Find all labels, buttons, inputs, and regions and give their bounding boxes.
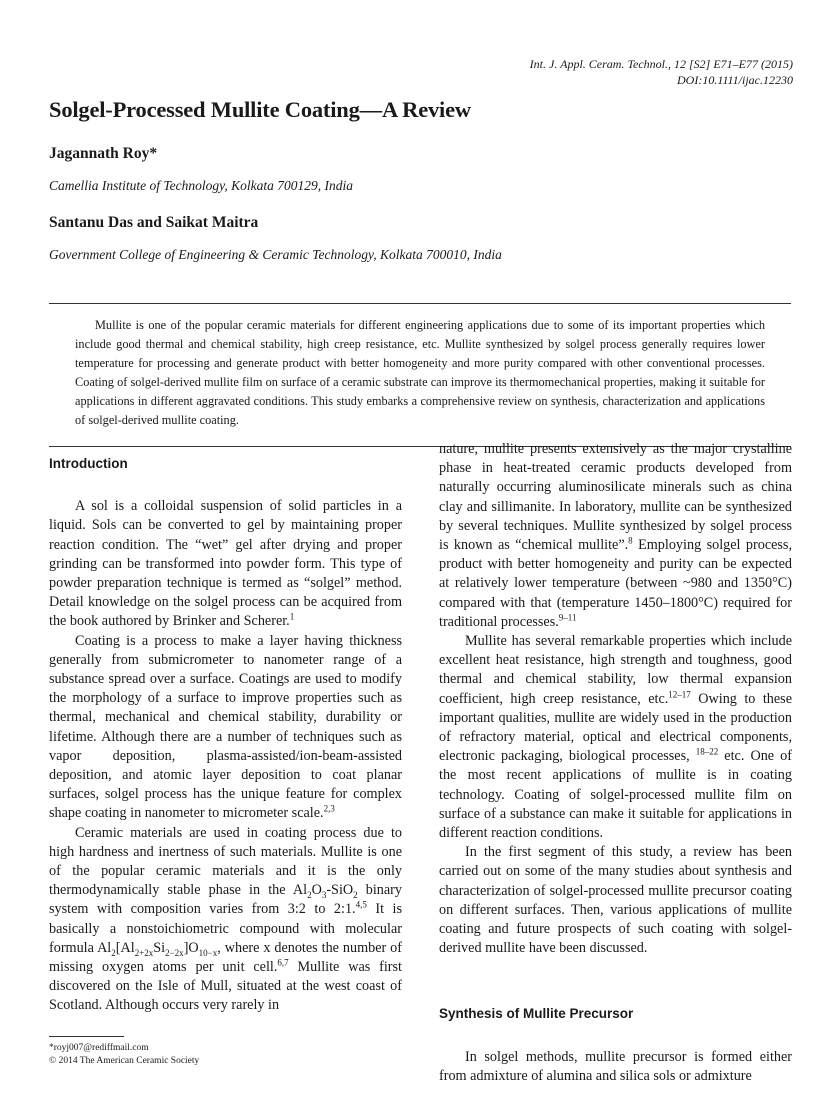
footnote xyxy=(49,1042,199,1068)
paragraph: In the first segment of this study, a review has been carried out on some of the many studies about synthesis and characterization of solgel-processed mullite precursor coating on different surfaces. Then, various applications of mullite coating and future prospects of such coating with solgel-derived mullite have been discussed. xyxy=(439,844,792,957)
affiliation-2: Government College of Engineering & Ceramic Technology, Kolkata 700010, India xyxy=(49,247,502,262)
doi[interactable]: DOI:10.1111/ijac.12230 xyxy=(677,73,793,87)
citation-ref[interactable]: 12–17 xyxy=(668,688,691,699)
abstract xyxy=(49,316,791,429)
citation-ref[interactable]: 2,3 xyxy=(323,803,335,814)
corresponding-email[interactable]: *royj007@rediffmail.com xyxy=(49,1043,149,1053)
paragraph: In solgel methods, mullite precursor is formed either from admixture of alumina and silica sols or admixture xyxy=(439,1048,792,1084)
author-line-2: Santanu Das and Saikat Maitra xyxy=(49,214,259,231)
affiliation-1: Camellia Institute of Technology, Kolkata 700129, India xyxy=(49,178,353,193)
paragraph: Coating is a process to make a layer having thickness generally from submicrometer to nanometer range of a substance spread over a surface. Coatings are used to modify the morphology of a surface to improve properties such as thermal, mechanical and chemical stability, durability or lifetime. Although there are a number of techniques such as vapor deposition, plasma-assisted/ion-beam-assisted deposition, and atomic layer deposition to coat planar surfaces, solgel process has the unique feature for complex shape coating in nanometer to micrometer scale.$^{2,3}$ xyxy=(49,632,402,822)
citation-ref[interactable]: 4,5 xyxy=(355,899,367,910)
left-column xyxy=(49,449,402,1016)
citation-ref[interactable]: 9–11 xyxy=(558,612,577,623)
paragraph: Mullite has several remarkable properties which include excellent heat resistance, high strength and toughness, good thermal and chemical stability, low thermal expansion coefficient, high creep resistance, etc.$^{12-17}$ Owing to these important qualities, mullite are widely used in the production of refractory material, optical and electrical components, electronic packaging, biological processes, $^{18-22}$ etc. One of the most recent applications of mullite is in coating technology. Coating of solgel-processed mullite film on surface of a substance can make it suitable for applications in different reaction conditions. xyxy=(439,633,792,842)
section-heading-introduction: Introduction xyxy=(49,456,128,471)
right-column xyxy=(439,440,792,1086)
copyright: © 2014 The American Ceramic Society xyxy=(49,1056,200,1066)
abstract-text: Mullite is one of the popular ceramic materials for different engineering applications due to some of its important properties which include good thermal and chemical stability, high creep resistance, etc. Mullite synthesized by solgel process generally requires lower temperature for processing and generate product with better homogeneity and more purity compared with other conventional processes. Coating of solgel-derived mullite film on surface of a ceramic substrate can improve its thermomechanical properties, making it suitable for applications in different aggravated conditions. This study embarks a comprehensive review on synthesis, characterization and applications of solgel-derived mullite coating. xyxy=(75,318,765,427)
paragraph: Ceramic materials are used in coating process due to high hardness and inertness of such materials. Mullite is one of the popular ceramic materials and it is the only thermodynamically stable phase in the $Al_2O_3-SiO_2$ binary system with composition varies from 3:2 to 2:1.$^{4,5}$ It is basically a nonstoichiometric compound with molecular formula $Al_2[Al_{2+2x}Si_{2-2x}]O_{10-x}$, where x denotes the number of missing oxygen atoms per unit cell.$^{6,7}$ Mullite was first discovered on the Isle of Mull, situated at the west coast of Scotland. Although occurs very rarely in xyxy=(49,824,403,1014)
citation-ref[interactable]: 18–22 xyxy=(695,746,719,757)
section-heading-synthesis: Synthesis of Mullite Precursor xyxy=(439,1006,634,1022)
paper-title: Solgel-Processed Mullite Coating—A Review xyxy=(49,97,471,122)
abstract-top-rule xyxy=(49,303,791,304)
author-line-1: Jagannath Roy* xyxy=(49,145,158,162)
paragraph: A sol is a colloidal suspension of solid particles in a liquid. Sols can be converted to gel by maintaining proper reaction condition. The “wet” gel after drying and proper grinding can be transformed into powder form. This type of powder preparation technique is termed as “solgel” method. Detail knowledge on the solgel process can be acquired from the book authored by Brinker and Scherer.$^1$ xyxy=(49,498,402,630)
citation-ref[interactable]: 8 xyxy=(628,535,633,546)
paragraph: nature, mullite presents extensively as the major crystalline phase in heat-treated ceramic products developed from naturally occurring aluminosilicate minerals such as china clay and sillimanite. In laboratory, mullite can be synthesized by several techniques. Mullite synthesized by solgel process is known as “chemical mullite”.$^8$ Employing solgel process, product with better homogeneity and purity can be expected at relatively lower temperature (between ~980 and 1350°C) compared with that (temperature 1450–1800°C) required for traditional processes.$^{9-11}$ xyxy=(439,441,793,630)
section-gap xyxy=(439,958,792,999)
citation-ref[interactable]: 6,7 xyxy=(277,957,289,968)
footnote-rule xyxy=(49,1036,124,1037)
journal-header xyxy=(530,56,793,88)
journal-citation: Int. J. Appl. Ceram. Technol., 12 [S2] E71–E77 (2015) xyxy=(529,57,793,71)
citation-ref[interactable]: 1 xyxy=(289,611,295,622)
